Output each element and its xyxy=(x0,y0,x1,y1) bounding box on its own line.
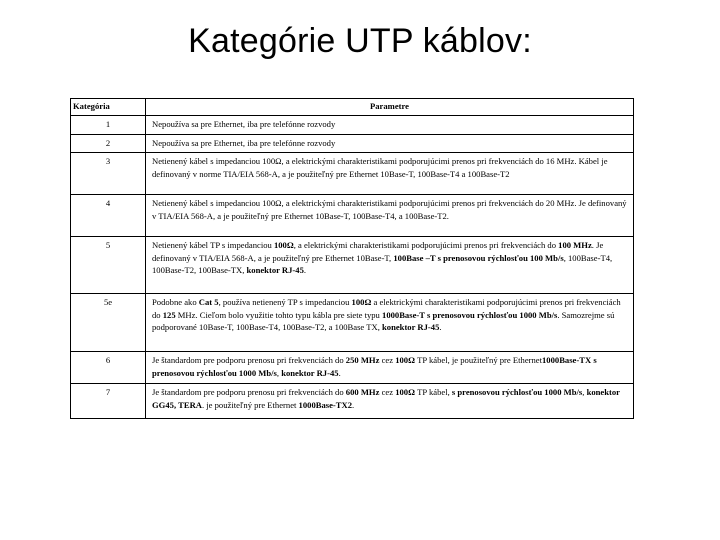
parameter-text-bold: 100Ω xyxy=(395,355,415,365)
category-cell: 4 xyxy=(71,195,146,237)
parameter-text: Je štandardom pre podporu prenosu pri frekvenciách do xyxy=(152,355,346,365)
parameters-cell xyxy=(146,153,634,195)
parameters-cell xyxy=(146,195,634,237)
table-row xyxy=(71,352,634,384)
parameters-cell xyxy=(146,237,634,294)
parameter-text: , používa netienený TP s impedanciou xyxy=(218,297,352,307)
parameter-text-bold: 100Ω xyxy=(273,240,294,250)
parameter-text-bold: 100 MHz xyxy=(558,240,592,250)
table-row xyxy=(71,135,634,153)
category-cell: 5e xyxy=(71,294,146,352)
parameter-text: , a elektrickými charakteristikami podporujúcimi prenos pri frekvenciách do xyxy=(293,240,559,250)
parameter-text-bold: 100Ω xyxy=(351,297,372,307)
parameter-text: cez xyxy=(379,387,396,397)
parameter-text-bold: 600 MHz xyxy=(345,387,380,397)
category-cell: 5 xyxy=(71,237,146,294)
parameter-text: . je použiteľný pre Ethernet xyxy=(201,399,299,410)
parameter-text-bold: s prenosovou rýchlosťou 1000 Mb/s xyxy=(451,387,583,397)
parameters-cell xyxy=(146,116,634,135)
parameter-text-bold: 250 MHz xyxy=(345,355,380,365)
parameter-text: , 100Base-T4, 100Base-T2, 100Base-TX, xyxy=(152,252,613,276)
parameter-text-bold: 1000Base-T s prenosovou rýchlosťou 1000 Mb/s xyxy=(382,309,558,320)
header-parameters: Parametre xyxy=(146,99,634,116)
table-row xyxy=(71,237,634,294)
parameter-text: . xyxy=(439,322,442,333)
parameter-text: , xyxy=(276,367,282,378)
category-cell: 1 xyxy=(71,116,146,135)
parameter-text: . Samozrejme sú podporované 10Base-T, 100Base-T4, 100Base-T2, a 100Base TX, xyxy=(152,309,615,333)
parameter-text: Netienený kábel TP s impedanciou xyxy=(152,240,274,250)
table-header-row xyxy=(71,99,634,116)
header-category: Kategória xyxy=(71,99,146,116)
parameter-text-bold: 100Ω xyxy=(395,387,415,397)
parameter-text: . xyxy=(338,367,341,378)
parameter-text: TP kábel, xyxy=(414,387,452,397)
parameter-text: . Je definovaný v TIA/EIA 568-A, a je použiteľný pre Ethernet 10Base-T, xyxy=(152,240,604,263)
page-title: Kategórie UTP káblov: xyxy=(188,22,532,60)
parameter-text-bold: 100Base –T s prenosovou rýchlosťou 100 Mb/s xyxy=(393,252,564,263)
parameters-cell xyxy=(146,352,634,384)
parameter-text-bold: 1000Base-TX2 xyxy=(298,399,353,410)
parameter-text: Nepoužíva sa pre Ethernet, iba pre telefónne rozvody xyxy=(152,138,336,148)
parameters-cell xyxy=(146,384,634,419)
parameter-text-bold: konektor GG45, TERA xyxy=(152,387,620,410)
parameter-text: Netienený kábel s impedanciou 100Ω, a elektrickými charakteristikami podporujúcimi prenos pri frekvenciách do 16 MHz. Kábel je definovaný v norme TIA/EIA 568-A, a je použiteľný pre Ethernet 10Base-T, 100Base-T4 a 100Base-T2 xyxy=(152,156,608,179)
parameter-text: Netienený kábel s impedanciou 100Ω, a elektrickými charakteristikami podporujúcimi prenos pri frekvenciách do 20 MHz. Je definovaný v TIA/EIA 568-A, a je použiteľný pre Ethernet 10Base-T, 100Base-T4, a 100Base-T2. xyxy=(152,198,627,221)
parameter-text: Je štandardom pre podporu prenosu pri frekvenciách do xyxy=(152,387,346,397)
parameter-text: MHz. Cieľom bolo využitie tohto typu kábla pre siete typu xyxy=(175,309,383,320)
table-row xyxy=(71,294,634,352)
parameter-text: Nepoužíva sa pre Ethernet, iba pre telefónne rozvody xyxy=(152,119,336,129)
category-cell: 6 xyxy=(71,352,146,384)
parameter-text: TP kábel, je použiteľný pre Ethernet xyxy=(414,355,542,365)
parameter-text: Podobne ako xyxy=(152,297,199,307)
table-row xyxy=(71,153,634,195)
parameter-text: a elektrickými charakteristikami podporujúcimi prenos pri frekvenciách do xyxy=(152,297,621,320)
table-row xyxy=(71,384,634,419)
parameter-text-bold: konektor RJ-45 xyxy=(281,367,339,378)
category-cell: 3 xyxy=(71,153,146,195)
parameter-text-bold: konektor RJ-45 xyxy=(246,265,304,276)
utp-categories-table xyxy=(70,98,634,419)
parameter-text: . xyxy=(352,399,355,410)
parameters-cell xyxy=(146,294,634,352)
parameter-text-bold: konektor RJ-45 xyxy=(382,322,440,333)
parameter-text: . xyxy=(303,265,307,276)
table-row xyxy=(71,116,634,135)
category-cell: 2 xyxy=(71,135,146,153)
category-cell: 7 xyxy=(71,384,146,419)
parameter-text: cez xyxy=(379,355,396,365)
parameter-text-bold: 1000Base-TX s prenosovou rýchlosťou 1000 Mb/s xyxy=(152,355,597,378)
parameter-text-bold: 125 xyxy=(162,309,176,320)
parameter-text: , xyxy=(582,387,587,397)
parameters-cell xyxy=(146,135,634,153)
parameter-text-bold: Cat 5 xyxy=(198,297,219,307)
table-row xyxy=(71,195,634,237)
